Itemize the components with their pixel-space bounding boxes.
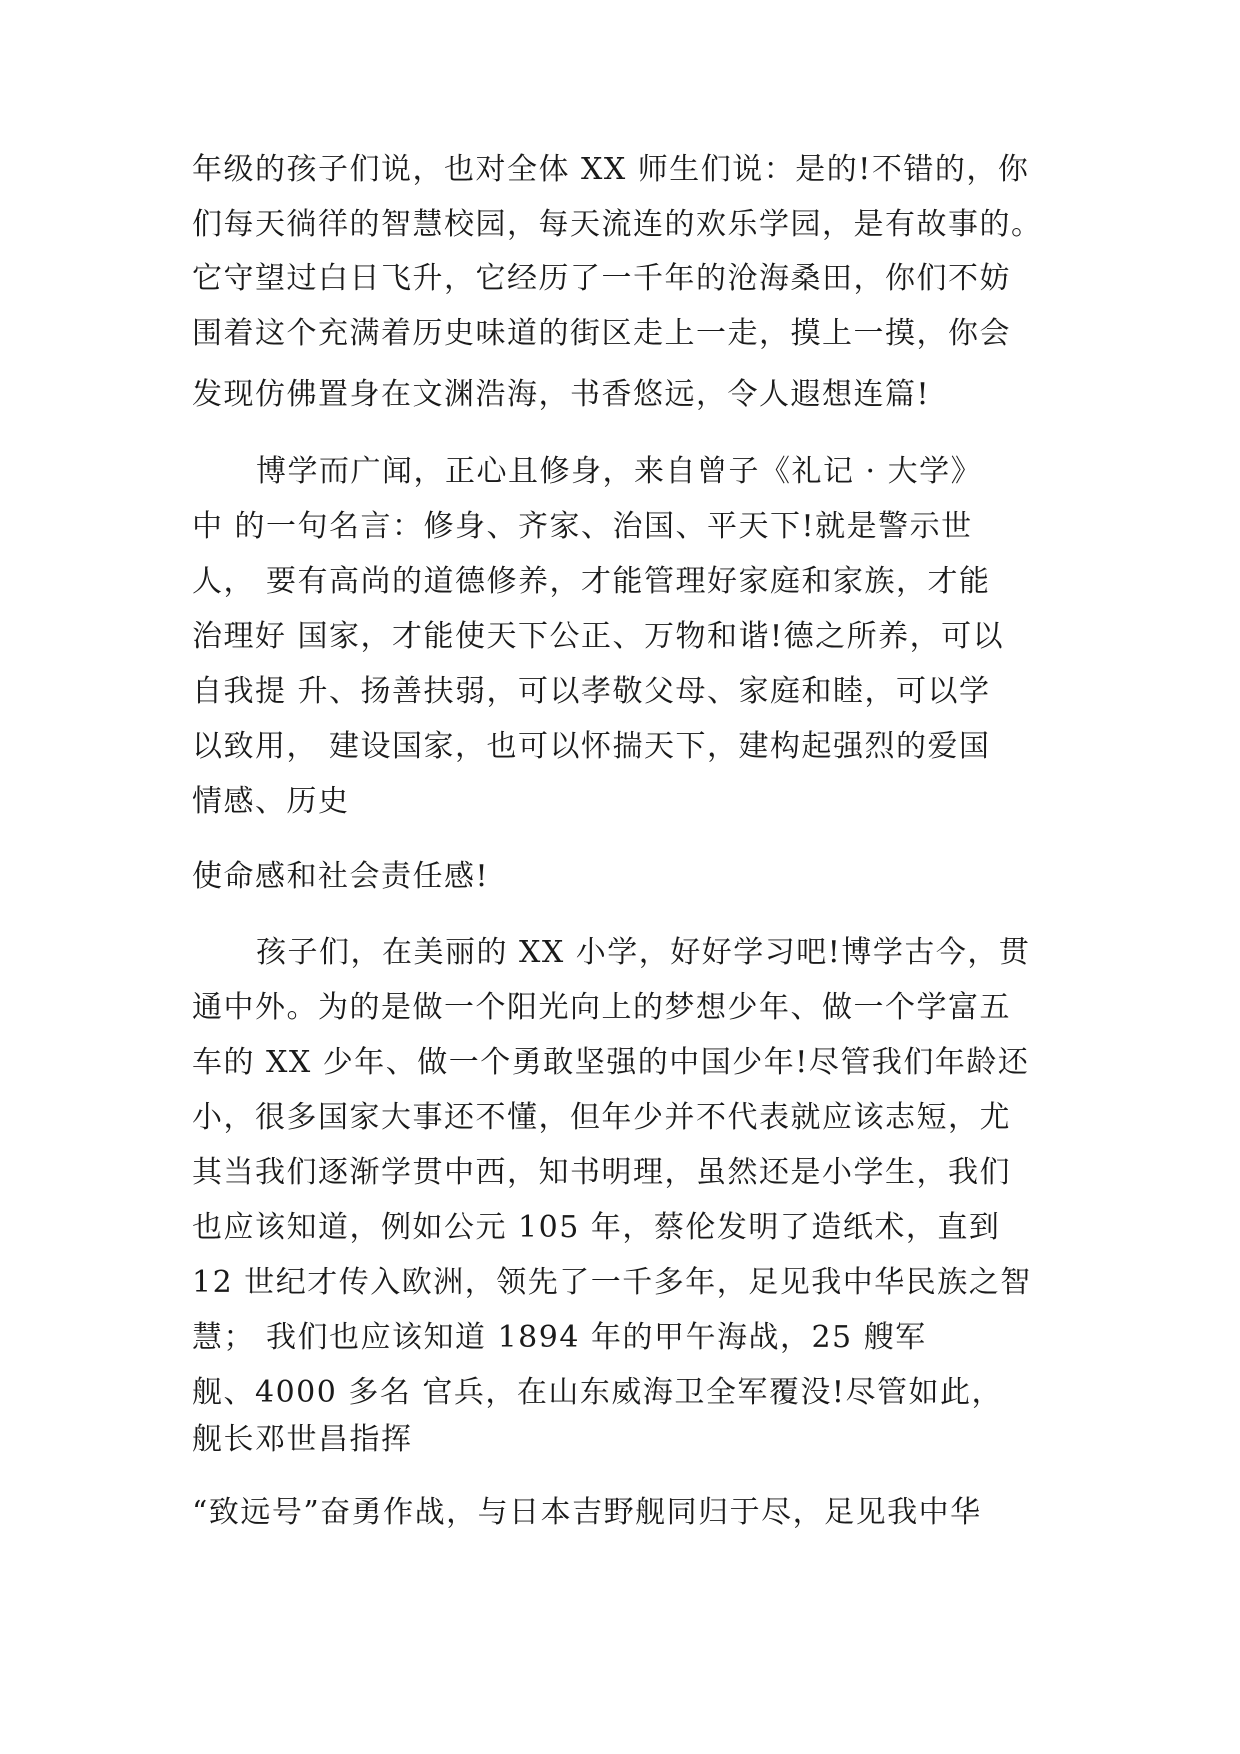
text-line-13: 使命感和社会责任感!: [192, 859, 490, 894]
text-line-15: 通中外。为的是做一个阳光向上的梦想少年、做一个学富五: [192, 990, 1011, 1025]
paragraph-3-first-line: 孩子们，在美丽的 XX 小学，好好学习吧!博学古今，贯: [256, 935, 1031, 970]
text-line-12: 情感、历史: [192, 784, 350, 819]
text-line-16: 车的 XX 少年、做一个勇敢坚强的中国少年!尽管我们年龄还: [192, 1045, 1030, 1080]
text-line-20: 12 世纪才传入欧洲，领先了一千多年，足见我中华民族之智: [192, 1265, 1032, 1300]
text-line-5: 发现仿佛置身在文渊浩海，书香悠远，令人遐想连篇!: [192, 377, 931, 412]
text-line-7: 中 的一句名言：修身、齐家、治国、平天下!就是警示世: [192, 509, 973, 544]
text-line-2: 们每天徜徉的智慧校园，每天流连的欢乐学园，是有故事的。: [192, 207, 1043, 242]
text-line-8: 人， 要有高尚的道德修养，才能管理好家庭和家族，才能: [192, 564, 991, 599]
text-line-22: 舰、4000 多名 官兵，在山东威海卫全军覆没!尽管如此，: [192, 1375, 1003, 1410]
text-line-17: 小，很多国家大事还不懂，但年少并不代表就应该志短，尤: [192, 1100, 1011, 1135]
text-line-19: 也应该知道，例如公元 105 年，蔡伦发明了造纸术，直到: [192, 1210, 1001, 1245]
text-line-1: 年级的孩子们说，也对全体 XX 师生们说：是的!不错的，你: [192, 152, 1030, 187]
text-line-18: 其当我们逐渐学贯中西，知书明理，虽然还是小学生，我们: [192, 1155, 1011, 1190]
text-line-10: 自我提 升、扬善扶弱，可以孝敬父母、家庭和睦，可以学: [192, 674, 991, 709]
text-line-4: 围着这个充满着历史味道的街区走上一走，摸上一摸，你会: [192, 316, 1011, 351]
text-line-3: 它守望过白日飞升，它经历了一千年的沧海桑田，你们不妨: [192, 261, 1011, 296]
text-line-24: “致远号”奋勇作战，与日本吉野舰同归于尽，足见我中华: [192, 1495, 982, 1530]
paragraph-2-first-line: 博学而广闻，正心且修身，来自曾子《礼记 · 大学》: [256, 454, 983, 489]
text-line-9: 治理好 国家，才能使天下公正、万物和谐!德之所养，可以: [192, 619, 1005, 654]
text-line-23: 舰长邓世昌指挥: [192, 1422, 413, 1457]
text-line-11: 以致用， 建设国家，也可以怀揣天下，建构起强烈的爱国: [192, 729, 991, 764]
text-line-21: 慧； 我们也应该知道 1894 年的甲午海战，25 艘军: [192, 1320, 927, 1355]
